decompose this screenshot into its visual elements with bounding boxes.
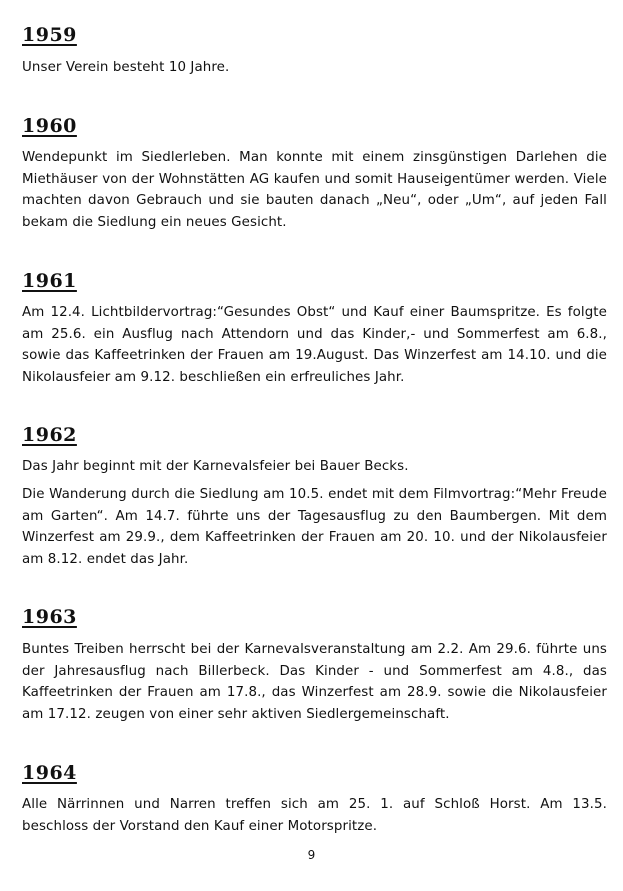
year-heading-1960: 1960 [22, 115, 77, 137]
year-heading-1962: 1962 [22, 424, 77, 446]
year-heading-1964: 1964 [22, 762, 77, 784]
year-heading-1961: 1961 [22, 270, 77, 292]
section-1962-paragraph-1: Das Jahr beginnt mit der Karnevalsfeier bei Bauer Becks. [22, 459, 409, 474]
section-1963-paragraph: Buntes Treiben herrscht bei der Karnevalsveranstaltung am 2.2. Am 29.6. führte uns der Jahresausflug nach Billerbeck. Das Kinder - und Sommerfest am 4.8., das Kaffeetrinken der Frauen am 17.8., das Winzerfest am 28.9. sowie die Nikolausfeier am 17.12. zeugen von einer sehr aktiven Siedlergemeinschaft. [22, 642, 607, 722]
section-1962-paragraph-2: Die Wanderung durch die Siedlung am 10.5. endet mit dem Filmvortrag:“Mehr Freude am Garten“. Am 14.7. führte uns der Tagesausflug zu den Baumbergen. Mit dem Winzerfest am 29.9., dem Kaffeetrinken der Frauen am 20. 10. und der Nikolausfeier am 8.12. endet das Jahr. [22, 487, 607, 567]
section-1961-paragraph: Am 12.4. Lichtbildervortrag:“Gesundes Obst“ und Kauf einer Baumspritze. Es folgte am 25.6. ein Ausflug nach Attendorn und das Kinder,- und Sommerfest am 6.8., sowie das Kaffeetrinken der Frauen am 19.August. Das Winzerfest am 14.10. und die Nikolausfeier am 9.12. beschließen ein erfreuliches Jahr. [22, 305, 607, 385]
section-1964-paragraph: Alle Närrinnen und Narren treffen sich am 25. 1. auf Schloß Horst. Am 13.5. beschloss der Vorstand den Kauf einer Motorspritze. [22, 797, 607, 834]
year-heading-1963: 1963 [22, 606, 77, 628]
year-heading-1959: 1959 [22, 24, 77, 46]
section-1960-paragraph: Wendepunkt im Siedlerleben. Man konnte mit einem zinsgünstigen Darlehen die Miethäuser von der Wohnstätten AG kaufen und somit Hauseigentümer werden. Viele machten davon Gebrauch und sie bauten danach „Neu“, oder „Um“, auf jeden Fall bekam die Siedlung ein neues Gesicht. [22, 150, 607, 230]
page-number: 9 [307, 848, 316, 862]
section-1959-paragraph: Unser Verein besteht 10 Jahre. [22, 60, 230, 75]
